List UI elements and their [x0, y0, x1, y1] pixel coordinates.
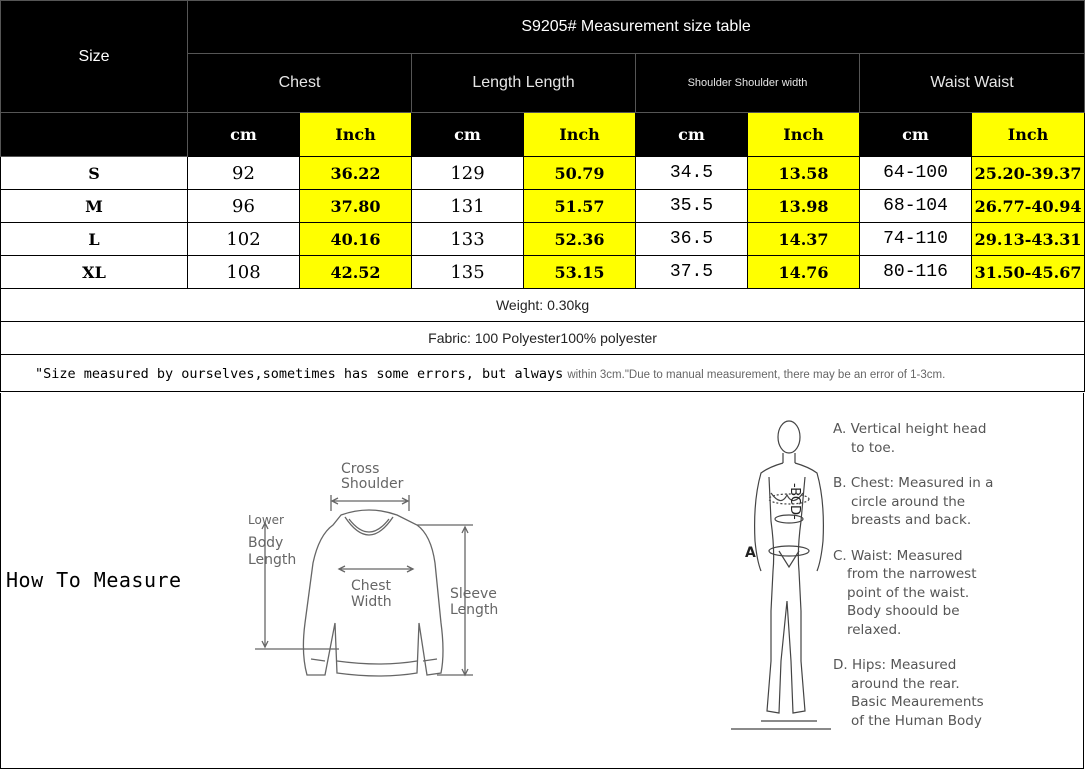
human-body-diagram [731, 411, 831, 741]
legend-line: D. Hips: Measured [833, 657, 957, 673]
table-row [1, 157, 1085, 190]
how-to-measure-section [0, 393, 1084, 769]
table-row [1, 256, 1085, 289]
size-label: XL [1, 256, 188, 289]
unit-inch: Inch [748, 113, 860, 157]
cell-value: 37.80 [300, 190, 412, 223]
cell-value: 51.57 [524, 190, 636, 223]
sleeve-label-2: Length [450, 602, 499, 618]
cell-value: 35.5 [636, 190, 748, 223]
group-chest: Chest [188, 54, 412, 113]
unit-inch: Inch [524, 113, 636, 157]
group-waist: Waist Waist [860, 54, 1085, 113]
label-bcd: -BCD- [787, 483, 802, 520]
weight-info: Weight: 0.30kg [1, 289, 1085, 322]
cell-value: 34.5 [636, 157, 748, 190]
cell-value: 64-100 [860, 157, 972, 190]
legend-line: C. Waist: Measured [833, 547, 963, 564]
cell-value: 29.13-43.31 [972, 223, 1085, 256]
cell-value: 25.20-39.37 [972, 157, 1085, 190]
legend-line: of the Human Body [851, 712, 982, 729]
cell-value: 50.79 [524, 157, 636, 190]
cell-value: 133 [412, 223, 524, 256]
legend-line: A. Vertical height head [833, 421, 987, 437]
size-header: Size [1, 1, 188, 113]
cross-label-1: Cross [341, 461, 380, 477]
legend-line: circle around the [851, 493, 966, 510]
cross-label-2: Shoulder [341, 476, 404, 492]
cell-value: 13.98 [748, 190, 860, 223]
cell-value: 13.58 [748, 157, 860, 190]
cell-value: 68-104 [860, 190, 972, 223]
cell-value: 129 [412, 157, 524, 190]
unit-cm: cm [412, 113, 524, 157]
cell-value: 37.5 [636, 256, 748, 289]
note-main: "Size measured by ourselves,sometimes has some errors, but always [35, 365, 564, 382]
cell-value: 14.76 [748, 256, 860, 289]
unit-row-spacer [1, 113, 188, 157]
cell-value: 92 [188, 157, 300, 190]
unit-inch: Inch [300, 113, 412, 157]
measurement-note [1, 355, 1085, 392]
cell-value: 36.22 [300, 157, 412, 190]
legend-line: breasts and back. [851, 512, 972, 528]
table-row [1, 190, 1085, 223]
legend-line: around the rear. [851, 675, 960, 692]
cell-value: 31.50-45.67 [972, 256, 1085, 289]
legend-line: from the narrowest [847, 566, 977, 582]
cell-value: 36.5 [636, 223, 748, 256]
size-label: M [1, 190, 188, 223]
cell-value: 102 [188, 223, 300, 256]
cell-value: 52.36 [524, 223, 636, 256]
group-shoulder: Shoulder Shoulder width [636, 54, 860, 113]
cell-value: 80-116 [860, 256, 972, 289]
size-label: S [1, 157, 188, 190]
cell-value: 131 [412, 190, 524, 223]
chest-label-2: Width [351, 594, 392, 610]
cell-value: 40.16 [300, 223, 412, 256]
cell-value: 14.37 [748, 223, 860, 256]
note-extra: within 3cm."Due to manual measurement, there may be an error of 1-3cm. [567, 368, 946, 381]
body-label-2: Length [248, 552, 297, 568]
fabric-info: Fabric: 100 Polyester100% polyester [1, 322, 1085, 355]
garment-diagram [241, 453, 511, 693]
cell-value: 42.52 [300, 256, 412, 289]
legend-line: Basic Meaurements [851, 694, 984, 710]
chest-label-1: Chest [351, 578, 392, 594]
label-a: A [745, 545, 756, 561]
sleeve-label-1: Sleeve [450, 586, 497, 602]
group-length: Length Length [412, 54, 636, 113]
legend-line: Body shoould be [847, 603, 960, 619]
cell-value: 26.77-40.94 [972, 190, 1085, 223]
cell-value: 74-110 [860, 223, 972, 256]
body-label-1: Body [248, 535, 284, 551]
unit-cm: cm [188, 113, 300, 157]
cell-value: 96 [188, 190, 300, 223]
unit-inch: Inch [972, 113, 1085, 157]
unit-cm: cm [860, 113, 972, 157]
cell-value: 53.15 [524, 256, 636, 289]
cell-value: 108 [188, 256, 300, 289]
legend-line: B. Chest: Measured in a [833, 475, 994, 491]
table-row [1, 223, 1085, 256]
legend-line: relaxed. [847, 621, 902, 638]
legend-line: point of the waist. [847, 584, 970, 601]
table-title: S9205# Measurement size table [188, 1, 1085, 54]
size-label: L [1, 223, 188, 256]
unit-cm: cm [636, 113, 748, 157]
cell-value: 135 [412, 256, 524, 289]
lower-label: Lower [248, 513, 284, 527]
measure-legend [833, 420, 993, 730]
how-to-measure-title: How To Measure [6, 568, 182, 592]
legend-line: to toe. [851, 439, 895, 456]
